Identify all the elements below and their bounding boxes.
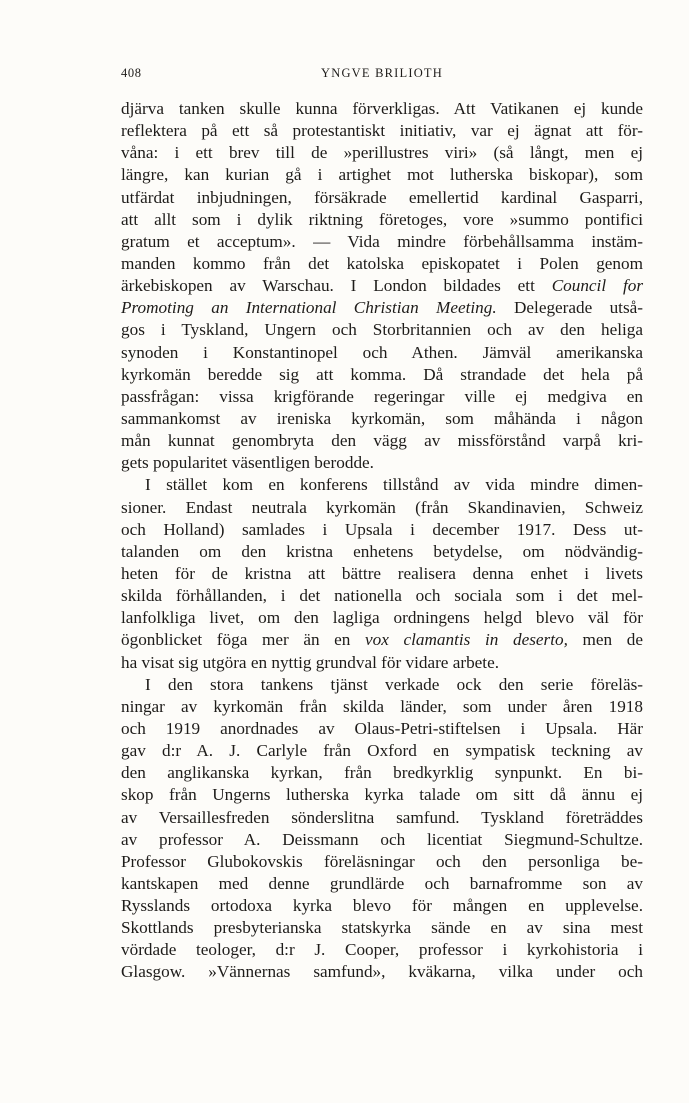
- text-line: talanden om den kristna enhetens betydelse, om nödvändig-: [121, 541, 643, 561]
- running-title: YNGVE BRILIOTH: [321, 66, 443, 80]
- text-line: reflektera på ett så protestantiskt initiativ, var ej ägnat att för-: [121, 121, 643, 141]
- italic-title: Promoting an International Christian Meeting.: [121, 298, 497, 318]
- text-line: gos i Tyskland, Ungern och Storbritannien och av den heliga: [121, 320, 643, 340]
- text-line: ärkebiskopen av Warschau. I London bildades ett Council for: [121, 276, 644, 296]
- italic-phrase: vox clamantis in deserto,: [365, 630, 568, 650]
- text-line: passfrågan: vissa krigförande regeringar ville ej medgiva en: [121, 386, 643, 406]
- text-line: Glasgow. »Vännernas samfund», kväkarna, vilka under och: [121, 962, 643, 982]
- text-line: och 1919 anordnades av Olaus-Petri-stiftelsen i Upsala. Här: [121, 718, 643, 738]
- text-line: manden kommo från det katolska episkopatet i Polen genom: [121, 253, 643, 273]
- text-line: Rysslands ortodoxa kyrka blevo för mången en upplevelse.: [121, 896, 643, 916]
- text-line: ögonblicket föga mer än en vox clamantis in deserto, men de: [121, 630, 643, 650]
- text-line: gratum et acceptum». — Vida mindre förbehållsamma instäm-: [121, 231, 643, 251]
- text-line: ha visat sig utgöra en nyttig grundval för vidare arbete.: [121, 652, 500, 672]
- text-line: av Versaillesfreden sönderslitna samfund. Tyskland företräddes: [121, 807, 643, 827]
- text-line: synoden i Konstantinopel och Athen. Jämväl amerikanska: [121, 342, 643, 362]
- running-head: [121, 66, 643, 86]
- text-line: Professor Glubokovskis föreläsningar och den personliga be-: [121, 851, 643, 871]
- page-number: 408: [121, 66, 142, 80]
- text-line: av professor A. Deissmann och licentiat Siegmund-Schultze.: [121, 829, 643, 849]
- text-line: heten för de kristna att bättre realisera denna enhet i livets: [121, 563, 643, 583]
- text-line: utfärdat inbjudningen, försäkrade emellertid kardinal Gasparri,: [121, 187, 643, 207]
- text-line: kantskapen med denne grundlärde och barnafromme son av: [121, 873, 643, 893]
- text-line: gav d:r A. J. Carlyle från Oxford en sympatisk teckning av: [121, 741, 643, 761]
- text-line: och Holland) samlades i Upsala i december 1917. Dess ut-: [121, 519, 643, 539]
- text-line: att allt som i dylik riktning företoges, vore »summo pontifici: [121, 209, 643, 229]
- text-line: den anglikanska kyrkan, från bredkyrklig synpunkt. En bi-: [121, 763, 643, 783]
- text-line: vördade teologer, d:r J. Cooper, professor i kyrkohistoria i: [121, 940, 643, 960]
- text-line: I stället kom en konferens tillstånd av vida mindre dimen-: [145, 475, 643, 495]
- text-line: djärva tanken skulle kunna förverkligas. Att Vatikanen ej kunde: [121, 99, 643, 118]
- text-line: skilda förhållanden, i det nationella och sociala som i det mel-: [121, 586, 643, 606]
- text-line: skop från Ungerns lutherska kyrka talade om sitt då ännu ej: [121, 785, 643, 805]
- text-line: sammankomst av ireniska kyrkomän, som måhända i någon: [121, 408, 643, 428]
- text-line: sioner. Endast neutrala kyrkomän (från Skandinavien, Schweiz: [121, 497, 643, 517]
- text-line: mån kunnat genombryta den vägg av missförstånd varpå kri-: [121, 431, 643, 451]
- italic-title: Council for: [551, 276, 644, 296]
- text-line: ningar av kyrkomän från skilda länder, som under åren 1918: [121, 696, 643, 716]
- text-line: kyrkomän beredde sig att komma. Då strandade det hela på: [121, 364, 643, 384]
- text-line: gets popularitet väsentligen berodde.: [121, 453, 374, 473]
- text-line: längre, kan kurian gå i artighet mot lutherska biskopar), som: [121, 165, 643, 185]
- text-line: Skottlands presbyterianska statskyrka sände en av sina mest: [121, 918, 643, 938]
- text-line: I den stora tankens tjänst verkade ock den serie föreläs-: [145, 674, 643, 694]
- text-line: Promoting an International Christian Meeting. Delegerade utså-: [121, 298, 643, 318]
- body-text: [121, 98, 643, 984]
- text-line: lanfolkliga livet, om den lagliga ordningens helgd blevo väl för: [121, 608, 643, 628]
- text-line: våna: i ett brev till de »perillustres viri» (så långt, men ej: [121, 143, 643, 163]
